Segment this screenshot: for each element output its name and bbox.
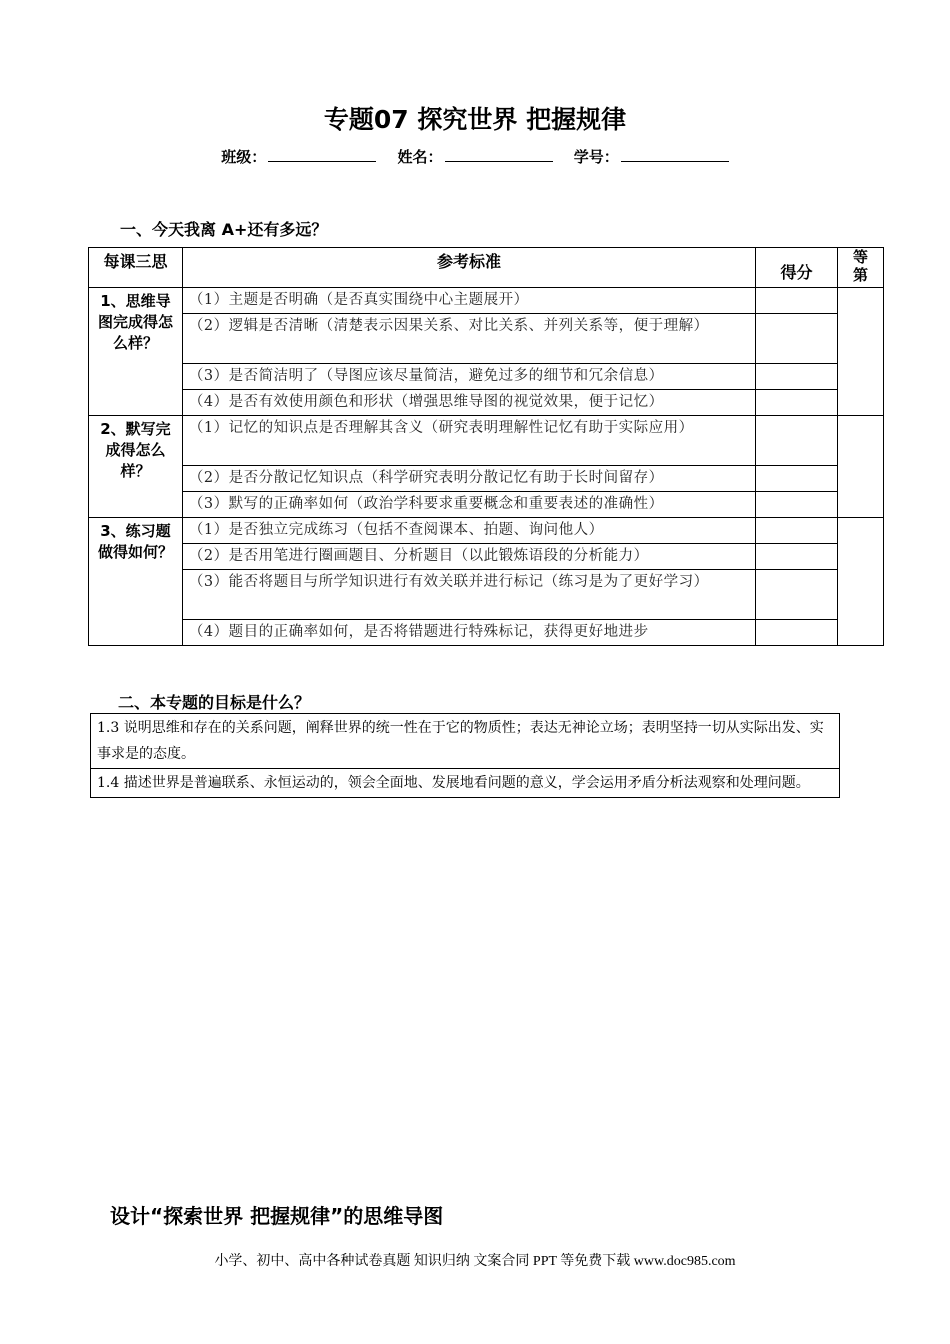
header-cell: 等第: [837, 248, 883, 288]
header-cell: 每课三思: [89, 248, 183, 288]
table-row: [91, 714, 840, 769]
score-cell[interactable]: [756, 518, 838, 544]
criterion-cell: （1）主题是否明确（是否真实围绕中心主题展开）: [182, 288, 755, 314]
criterion-cell: （2）逻辑是否清晰（清楚表示因果关系、对比关系、并列关系等，便于理解）: [182, 314, 755, 364]
class-blank[interactable]: [268, 149, 376, 162]
table-row: [89, 518, 884, 544]
mindmap-title: 设计“探索世界 把握规律”的思维导图: [110, 1204, 444, 1228]
table-row: [89, 570, 884, 620]
score-cell[interactable]: [756, 416, 838, 466]
header-cell: 得分: [756, 248, 838, 288]
table-row: [89, 416, 884, 466]
table-row: [89, 288, 884, 314]
criterion-cell: （2）是否分散记忆知识点（科学研究表明分散记忆有助于长时间留存）: [182, 466, 755, 492]
table-row: [89, 466, 884, 492]
table-row: [89, 390, 884, 416]
goal-cell: 1.3 说明思维和存在的关系问题，阐释世界的统一性在于它的物质性；表达无神论立场；表明坚持一切从实际出发、实事求是的态度。: [91, 714, 840, 769]
name-label: 姓名：: [397, 148, 443, 166]
criterion-cell: （4）题目的正确率如何，是否将错题进行特殊标记，获得更好地进步: [182, 620, 755, 646]
score-cell[interactable]: [756, 492, 838, 518]
score-cell[interactable]: [756, 570, 838, 620]
section2-heading: 二、本专题的目标是什么？: [118, 693, 311, 712]
criterion-cell: （2）是否用笔进行圈画题目、分析题目（以此锻炼语段的分析能力）: [182, 544, 755, 570]
criterion-cell: （3）默写的正确率如何（政治学科要求重要概念和重要表述的准确性）: [182, 492, 755, 518]
score-cell[interactable]: [756, 466, 838, 492]
table-row: [89, 314, 884, 364]
score-cell[interactable]: [756, 364, 838, 390]
category-cell: 2、默写完成得怎么样？: [89, 416, 183, 518]
criterion-cell: （1）记忆的知识点是否理解其含义（研究表明理解性记忆有助于实际应用）: [182, 416, 755, 466]
id-field: [574, 148, 729, 166]
criterion-cell: （1）是否独立完成练习（包括不查阅课本、拍题、询问他人）: [182, 518, 755, 544]
grade-cell[interactable]: [837, 518, 883, 646]
criterion-cell: （4）是否有效使用颜色和形状（增强思维导图的视觉效果，便于记忆）: [182, 390, 755, 416]
grade-cell[interactable]: [837, 288, 883, 416]
score-cell[interactable]: [756, 544, 838, 570]
score-cell[interactable]: [756, 620, 838, 646]
id-label: 学号：: [573, 148, 619, 166]
table-row: [91, 769, 840, 798]
class-field: [221, 148, 376, 166]
category-cell: 1、思维导图完成得怎么样？: [89, 288, 183, 416]
page-title: 专题07 探究世界 把握规律: [323, 105, 627, 134]
score-cell[interactable]: [756, 288, 838, 314]
criterion-cell: （3）能否将题目与所学知识进行有效关联并进行标记（练习是为了更好学习）: [182, 570, 755, 620]
grade-cell[interactable]: [837, 416, 883, 518]
goals-table: [90, 713, 840, 798]
footer-text: 小学、初中、高中各种试卷真题 知识归纳 文案合同 PPT 等免费下载 www.doc985.com: [214, 1254, 736, 1269]
table-row: [89, 544, 884, 570]
self-assessment-table: [88, 247, 884, 646]
table-row: [89, 364, 884, 390]
table-header-row: [89, 248, 884, 288]
class-label: 班级：: [221, 148, 267, 166]
name-blank[interactable]: [445, 149, 553, 162]
table-row: [89, 492, 884, 518]
name-field: [397, 148, 552, 166]
id-blank[interactable]: [621, 149, 729, 162]
header-cell: 参考标准: [182, 248, 755, 288]
score-cell[interactable]: [756, 314, 838, 364]
score-cell[interactable]: [756, 390, 838, 416]
student-info: [0, 146, 950, 167]
table-row: [89, 620, 884, 646]
category-cell: 3、练习题做得如何？: [89, 518, 183, 646]
goal-cell: 1.4 描述世界是普遍联系、永恒运动的，领会全面地、发展地看问题的意义，学会运用矛盾分析法观察和处理问题。: [91, 769, 840, 798]
criterion-cell: （3）是否简洁明了（导图应该尽量简洁，避免过多的细节和冗余信息）: [182, 364, 755, 390]
section1-heading: 一、今天我离 A+还有多远？: [120, 220, 328, 239]
